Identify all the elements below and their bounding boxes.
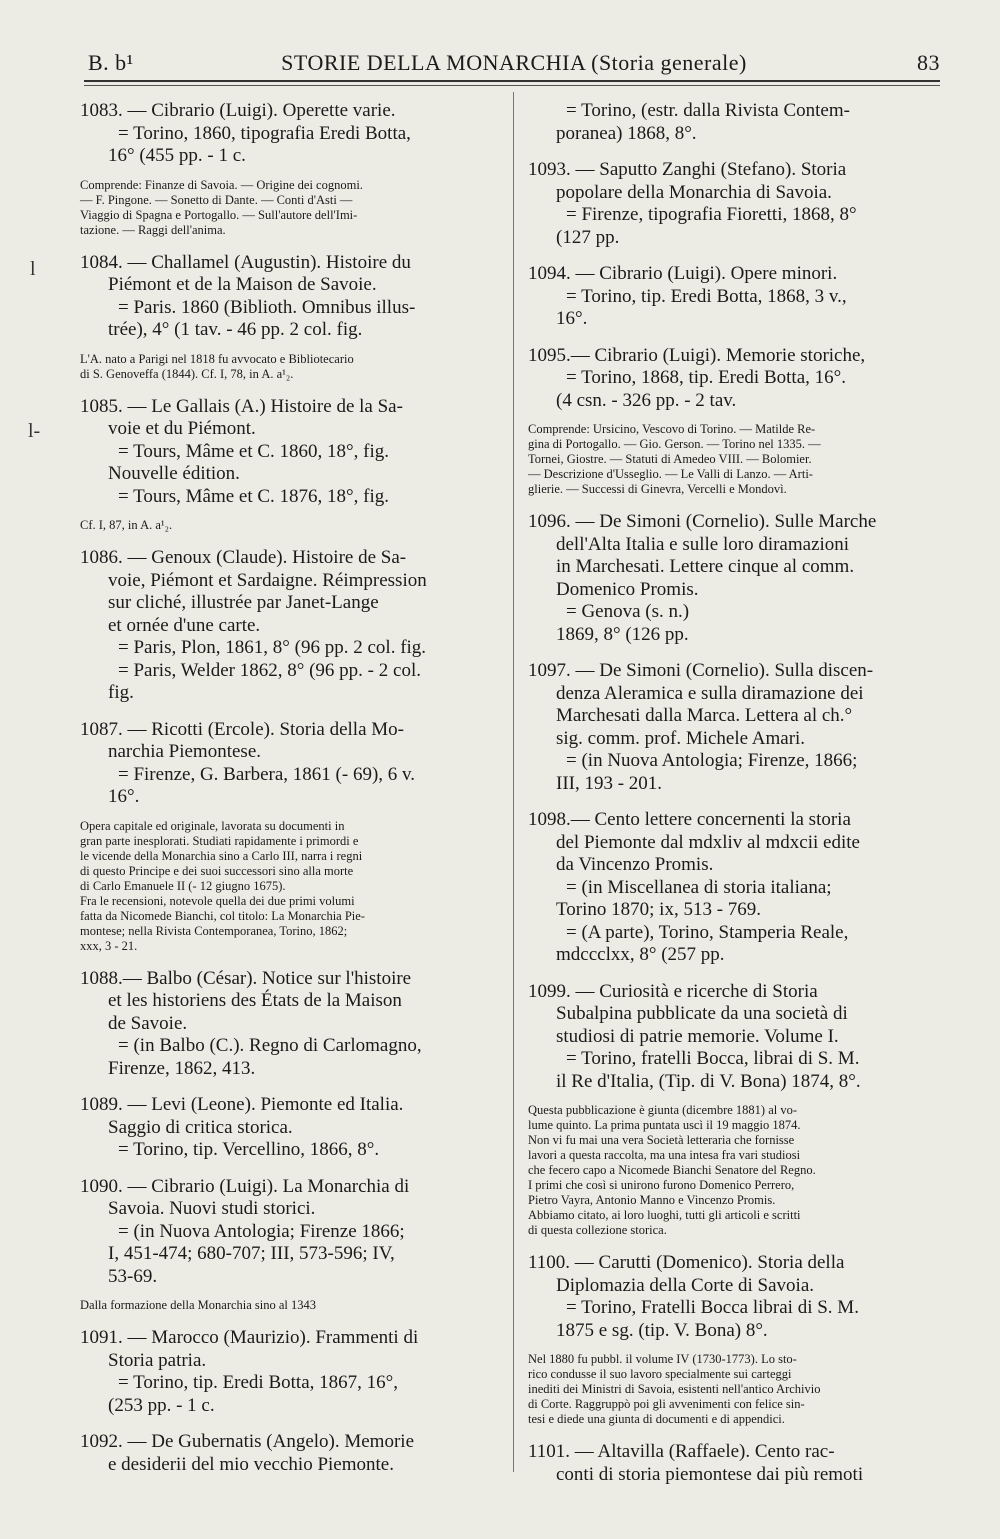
bibliography-entry [528, 511, 940, 646]
bibliography-entry [528, 100, 940, 145]
entry-line: denza Aleramica e sulla diramazione dei [556, 682, 864, 704]
note-line: Viaggio di Spagna e Portogallo. — Sull'autore dell'Imi- [80, 207, 358, 222]
entry-line: 1101. — Altavilla (Raffaele). Cento rac- [528, 1441, 835, 1462]
bibliography-entry [80, 1094, 498, 1162]
entry-line: Diplomazia della Corte di Savoia. [556, 1274, 815, 1296]
entry-line: Storia patria. [108, 1349, 207, 1371]
entry-line: sig. comm. prof. Michele Amari. [556, 727, 806, 749]
entry-line: = (A parte), Torino, Stamperia Reale, [566, 921, 849, 943]
entry-line: 1097. — De Simoni (Cornelio). Sulla discen- [528, 660, 874, 681]
note-line: — Descrizione d'Usseglio. — Le Valli di Lanzo. — Arti- [528, 467, 813, 481]
entry-line: 16°. [556, 308, 588, 329]
column-divider [513, 92, 514, 1472]
entry-line: poranea) 1868, 8°. [556, 122, 697, 144]
entry-note [528, 422, 940, 497]
entry-line: Torino 1870; ix, 513 - 769. [556, 899, 762, 920]
entry-line: 1096. — De Simoni (Cornelio). Sulle Marche [528, 511, 877, 532]
entry-line: del Piemonte dal mdxliv al mdxcii edite [556, 831, 860, 853]
entry-line: 1085. — Le Gallais (A.) Histoire de la Sa- [80, 395, 403, 417]
note-line: lume quinto. La prima puntata uscì il 19 maggio 1874. [528, 1118, 801, 1132]
entry-line: = Torino, 1868, tip. Eredi Botta, 16°. [566, 367, 846, 388]
bibliography-entry [528, 345, 940, 498]
note-line: Fra le recensioni, notevole quella dei due primi volumi [80, 893, 355, 908]
entry-line: I, 451-474; 680-707; III, 573-596; IV, [108, 1243, 395, 1264]
entry-line: III, 193 - 201. [556, 772, 663, 794]
bibliography-entry [80, 1176, 498, 1314]
note-line: che fecero capo a Nicomede Bianchi Senatore del Regno. [528, 1163, 816, 1177]
header-rule [84, 80, 940, 82]
entry-line: mdccclxx, 8° (257 pp. [556, 944, 725, 965]
entry-line: 1093. — Saputto Zanghi (Stefano). Storia [528, 159, 847, 180]
entry-note [80, 352, 498, 382]
bibliography-entry [528, 1252, 940, 1427]
note-line: xxx, 3 - 21. [80, 938, 138, 953]
entry-line: voie, Piémont et Sardaigne. Réimpression [108, 569, 427, 591]
bibliography-entry [80, 100, 498, 238]
note-line: rico condusse il suo lavoro specialmente sui carteggi [528, 1367, 792, 1381]
entry-line: = Firenze, tipografia Fioretti, 1868, 8° [566, 204, 857, 225]
note-line: montese; nella Rivista Contemporanea, Torino, 1862; [80, 923, 348, 938]
note-line: gran parte inesplorati. Studiati rapidamente i primordi e [80, 833, 359, 848]
entry-line: Nouvelle édition. [108, 463, 240, 484]
entry-line: Domenico Promis. [556, 578, 699, 600]
bibliography-entry [80, 1327, 498, 1417]
bibliography-entry [80, 252, 498, 382]
entry-line: e desiderii del mio vecchio Piemonte. [108, 1453, 394, 1475]
entry-line: = (in Miscellanea di storia italiana; [566, 876, 832, 898]
note-line: di questa collezione storica. [528, 1223, 667, 1237]
header-rule-thin [84, 85, 940, 86]
entry-line: = Paris, Plon, 1861, 8° (96 pp. 2 col. fig. [118, 637, 427, 658]
entry-line: Savoia. Nuovi studi storici. [108, 1198, 316, 1219]
entry-line: 1088.— Balbo (César). Notice sur l'histoire [80, 967, 412, 989]
note-line: Pietro Vayra, Antonio Manno e Vincenzo Promis. [528, 1193, 776, 1207]
bibliography-entry [80, 968, 498, 1081]
entry-line: = Torino, (estr. dalla Rivista Contem- [566, 100, 850, 121]
entry-line: da Vincenzo Promis. [556, 854, 714, 875]
note-line: Comprende: Finanze di Savoia. — Origine dei cognomi. [80, 177, 363, 192]
note-line: Tornei, Giostre. — Statuti di Amedeo VIII. — Bolomier. [528, 452, 812, 466]
entry-line: 53-69. [108, 1265, 158, 1287]
entry-line: sur cliché, illustrée par Janet-Lange [108, 592, 379, 613]
entry-line: popolare della Monarchia di Savoia. [556, 181, 832, 203]
entry-line: = Tours, Mâme et C. 1876, 18°, fig. [118, 485, 390, 507]
note-line: L'A. nato a Parigi nel 1818 fu avvocato e Bibliotecario [80, 351, 354, 366]
entry-note [80, 1298, 498, 1313]
entry-line: conti di storia piemontese dai più remoti [556, 1463, 864, 1485]
entry-line: = Torino, fratelli Bocca, librai di S. M. [566, 1048, 860, 1069]
entry-line: 16°. [108, 786, 140, 807]
bibliography-entry [528, 263, 940, 331]
note-line: lavori a questa raccolta, ma una intesa fra vari studiosi [528, 1148, 801, 1162]
bibliography-entry [528, 981, 940, 1239]
note-line: — F. Pingone. — Sonetto di Dante. — Conti d'Asti — [80, 192, 353, 207]
entry-line: 1100. — Carutti (Domenico). Storia della [528, 1252, 845, 1273]
entry-line: = Firenze, G. Barbera, 1861 (- 69), 6 v. [118, 763, 416, 785]
entry-line: 1089. — Levi (Leone). Piemonte ed Italia. [80, 1094, 404, 1115]
entry-line: = Torino, tip. Eredi Botta, 1868, 3 v., [566, 285, 847, 307]
note-line: Comprende: Ursicino, Vescovo di Torino. — Matilde Re- [528, 422, 816, 436]
section-code: B. b¹ [88, 50, 134, 75]
entry-line: trée), 4° (1 tav. - 46 pp. 2 col. fig. [108, 319, 363, 340]
entry-line: dell'Alta Italia e sulle loro diramazioni [556, 533, 850, 555]
note-line: gina di Portogallo. — Gio. Gerson. — Torino nel 1335. — [528, 437, 821, 451]
entry-note [80, 819, 498, 954]
entry-line: Piémont et de la Maison de Savoie. [108, 274, 377, 295]
note-line: Abbiamo citato, ai loro luoghi, tutti gli articoli e scritti [528, 1208, 801, 1222]
note-line: inediti dei Ministri di Savoia, esistenti nell'antico Archivio [528, 1382, 821, 1396]
entry-line: de Savoie. [108, 1012, 188, 1034]
entry-line: = Tours, Mâme et C. 1860, 18°, fig. [118, 440, 390, 462]
entry-line: studiosi di patrie memorie. Volume I. [556, 1025, 839, 1047]
entry-line: = Genova (s. n.) [566, 601, 690, 622]
bibliography-entry [80, 1431, 498, 1476]
entry-note [528, 1103, 940, 1238]
bibliography-entry [80, 719, 498, 954]
note-line: di Corte. Raggruppò poi gli avvenimenti con felice sin- [528, 1397, 805, 1411]
entry-note [528, 1352, 940, 1427]
entry-line: = Torino, tip. Eredi Botta, 1867, 16°, [118, 1372, 398, 1393]
note-line: Cf. I, 87, in A. a¹₂. [80, 518, 173, 532]
entry-line: = Torino, Fratelli Bocca librai di S. M. [566, 1297, 859, 1318]
entry-line: 1095.— Cibrario (Luigi). Memorie storiche, [528, 344, 866, 366]
left-column [80, 100, 498, 1490]
page-header [88, 44, 940, 80]
bibliography-entry [528, 809, 940, 967]
entry-line: = (in Balbo (C.). Regno di Carlomagno, [118, 1035, 422, 1056]
entry-line: Saggio di critica storica. [108, 1116, 293, 1138]
entry-line: in Marchesati. Lettere cinque al comm. [556, 556, 855, 577]
page-number: 83 [917, 50, 940, 75]
note-line: tesi e diede una giunta di documenti e di appendici. [528, 1412, 785, 1426]
bibliography-entry [528, 1441, 940, 1486]
entry-line: 1094. — Cibrario (Luigi). Opere minori. [528, 263, 838, 284]
margin-annotation: l [30, 258, 36, 280]
note-line: di questo Principe e dei suoi successori sino alla morte [80, 863, 354, 878]
entry-line: (253 pp. - 1 c. [108, 1394, 215, 1416]
bibliography-entry [80, 547, 498, 705]
bibliography-entry [528, 660, 940, 795]
bibliography-entry [80, 396, 498, 534]
entry-line: = Paris, Welder 1862, 8° (96 pp. - 2 col. [118, 659, 421, 681]
entry-line: 1084. — Challamel (Augustin). Histoire du [80, 251, 411, 273]
entry-line: 1098.— Cento lettere concernenti la storia [528, 809, 851, 830]
entry-line: = Torino, tip. Vercellino, 1866, 8°. [118, 1139, 380, 1160]
entry-line: = (in Nuova Antologia; Firenze 1866; [118, 1220, 405, 1242]
entry-line: 1086. — Genoux (Claude). Histoire de Sa- [80, 547, 407, 568]
entry-line: il Re d'Italia, (Tip. di V. Bona) 1874, 8°. [556, 1070, 861, 1092]
entry-line: Marchesati dalla Marca. Lettera al ch.° [556, 705, 853, 726]
running-title: STORIE DELLA MONARCHIA (Storia generale) [281, 50, 747, 75]
entry-line: et les historiens des États de la Maison [108, 990, 402, 1011]
entry-note [80, 518, 498, 533]
entry-line: et ornée d'une carte. [108, 614, 261, 636]
note-line: di S. Genoveffa (1844). Cf. I, 78, in A. a¹₂. [80, 366, 294, 381]
note-line: fatta da Nicomede Bianchi, col titolo: La Monarchia Pie- [80, 908, 365, 923]
note-line: le vicende della Monarchia sino a Carlo III, narra i regni [80, 848, 363, 863]
note-line: di Carlo Emanuele II (- 12 giugno 1675). [80, 878, 286, 893]
entry-line: 1090. — Cibrario (Luigi). La Monarchia di [80, 1175, 410, 1197]
entry-line: Firenze, 1862, 413. [108, 1057, 256, 1079]
entry-line: voie et du Piémont. [108, 418, 256, 439]
entry-line: = (in Nuova Antologia; Firenze, 1866; [566, 750, 858, 771]
entry-line: (127 pp. [556, 226, 620, 248]
entry-line: (4 csn. - 326 pp. - 2 tav. [556, 389, 737, 411]
note-line: tazione. — Raggi dell'anima. [80, 222, 226, 237]
right-column [528, 100, 940, 1500]
entry-line: = Torino, 1860, tipografia Eredi Botta, [118, 122, 411, 144]
note-line: glierie. — Successi di Ginevra, Vercelli e Mondovì. [528, 482, 787, 496]
entry-note [80, 178, 498, 238]
note-line: Non vi fu mai una vera Società letteraria che fornisse [528, 1133, 795, 1147]
entry-line: = Paris. 1860 (Biblioth. Omnibus illus- [118, 296, 416, 318]
entry-line: fig. [108, 682, 134, 703]
entry-line: narchia Piemontese. [108, 741, 262, 762]
entry-line: Subalpina pubblicate da una società di [556, 1003, 848, 1024]
entry-line: 1091. — Marocco (Maurizio). Frammenti di [80, 1327, 419, 1348]
entry-line: 1092. — De Gubernatis (Angelo). Memorie [80, 1431, 415, 1452]
entry-line: 16° (455 pp. - 1 c. [108, 145, 246, 166]
entry-line: 1099. — Curiosità e ricerche di Storia [528, 980, 818, 1002]
note-line: Opera capitale ed originale, lavorata su documenti in [80, 818, 345, 833]
entry-line: 1083. — Cibrario (Luigi). Operette varie. [80, 100, 396, 121]
entry-line: 1875 e sg. (tip. V. Bona) 8°. [556, 1319, 768, 1341]
entry-line: 1087. — Ricotti (Ercole). Storia della Mo- [80, 718, 404, 740]
note-line: I primi che così si unirono furono Domenico Perrero, [528, 1178, 795, 1192]
margin-annotation: l- [28, 420, 41, 442]
note-line: Nel 1880 fu pubbl. il volume IV (1730-1773). Lo sto- [528, 1352, 797, 1366]
note-line: Dalla formazione della Monarchia sino al 1343 [80, 1298, 317, 1312]
bibliography-entry [528, 159, 940, 249]
note-line: Questa pubblicazione è giunta (dicembre 1881) al vo- [528, 1103, 798, 1117]
entry-line: 1869, 8° (126 pp. [556, 623, 689, 645]
